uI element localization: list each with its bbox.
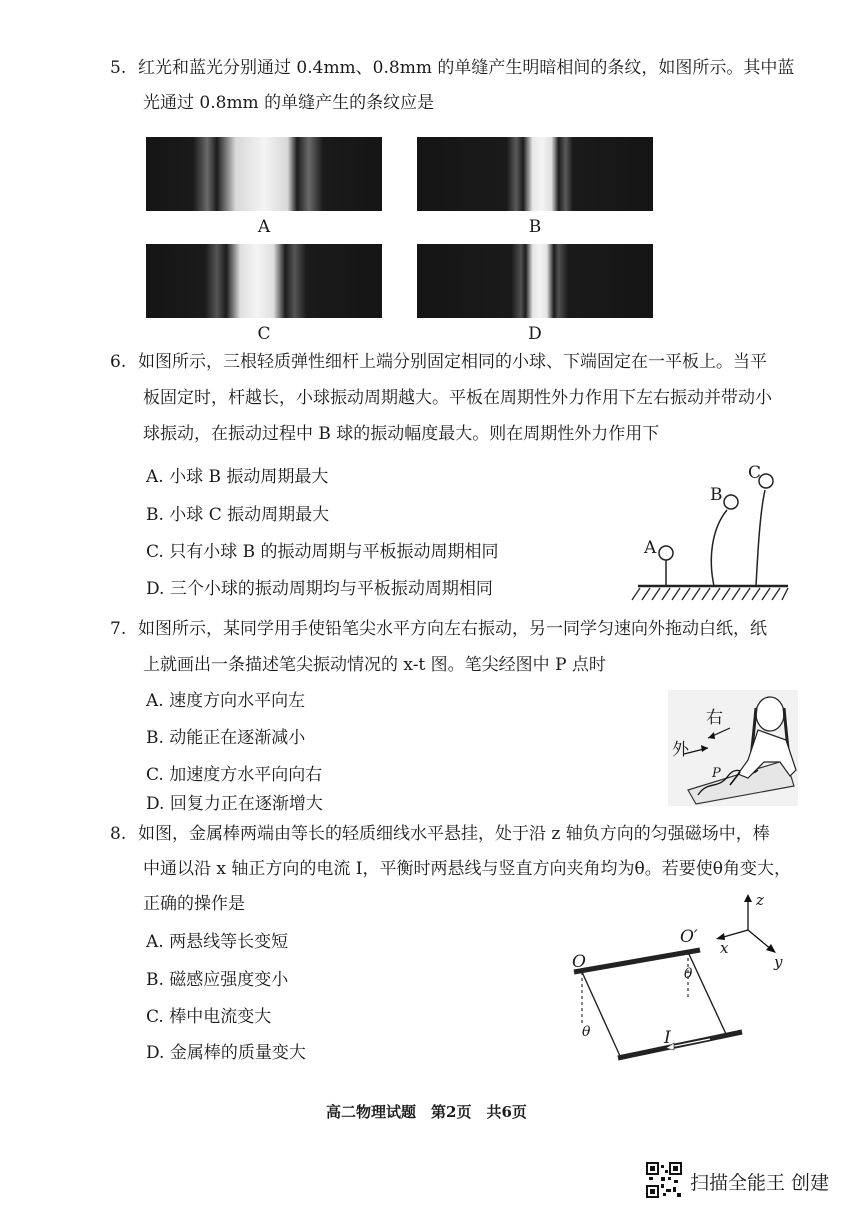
q7-option-b: B. 动能正在逐渐减小 [146, 728, 306, 748]
q8-number: 8. [110, 824, 127, 844]
fringe-panel-d [417, 244, 653, 318]
q5-line2: 光通过 0.8mm 的单缝产生的条纹应是 [143, 93, 435, 113]
scanner-watermark: 扫描全能王 创建 [690, 1172, 830, 1194]
fringe-label-a: A [257, 217, 271, 237]
fringe-panel-b [417, 137, 653, 211]
q6-option-b: B. 小球 C 振动周期最大 [146, 505, 330, 525]
q5-line1: 5. 红光和蓝光分别通过 0.4mm、0.8mm 的单缝产生明暗相间的条纹，如图所示。其中蓝 [110, 58, 795, 78]
q8-fig-x-label: x [720, 939, 729, 957]
fringe-panel-a [146, 137, 382, 211]
ball-c [759, 474, 773, 488]
q7-line1: 7. 如图所示，某同学用手使铅笔尖水平方向左右振动，另一同学匀速向外拖动白纸，纸 [110, 619, 767, 639]
q7-line2: 上就画出一条描述笔尖振动情况的 x-t 图。笔尖经图中 P 点时 [143, 655, 606, 675]
q8-fig-o-label: O [572, 952, 586, 972]
q8-option-d: D. 金属棒的质量变大 [146, 1043, 306, 1063]
qr-code-icon [646, 1162, 682, 1198]
ball-label-c: C [748, 463, 762, 483]
q8-option-a: A. 两悬线等长变短 [146, 932, 289, 952]
q6-line1: 6. 如图所示，三根轻质弹性细杆上端分别固定相同的小球、下端固定在一平板上。当平 [110, 352, 767, 372]
fringe-label-d: D [528, 324, 542, 344]
q7-option-a: A. 速度方向水平向左 [146, 691, 306, 711]
q8-option-c: C. 棒中电流变大 [146, 1007, 272, 1027]
fringe-pattern-c [146, 244, 382, 318]
q8-line2: 中通以沿 x 轴正方向的电流 I，平衡时两悬线与竖直方向夹角均为θ。若要使θ角变大， [143, 859, 791, 879]
y-axis [748, 930, 772, 950]
q8-line3: 正确的操作是 [143, 894, 245, 914]
rod-c [756, 490, 765, 586]
q6-number: 6. [110, 352, 127, 372]
q8-fig-theta-left: θ [582, 1024, 591, 1040]
q6-option-c: C. 只有小球 B 的振动周期与平板振动周期相同 [146, 542, 499, 562]
fringe-label-b: B [528, 217, 542, 237]
q8-fig-z-label: z [756, 891, 764, 909]
q8-fig-o2-label: O′ [680, 927, 698, 947]
q7-option-c: C. 加速度方水平向向右 [146, 765, 323, 785]
q7-fig-right-label: 右 [706, 708, 723, 728]
q8-fig-theta-right: θ [684, 966, 693, 982]
fringe-pattern-b [417, 137, 653, 211]
rod-b [711, 510, 727, 586]
q6-line3: 球振动，在振动过程中 B 球的振动幅度最大。则在周期性外力作用下 [143, 424, 660, 444]
q7-fig-out-label: 外 [672, 740, 689, 760]
q7-fig-p-label: P [712, 766, 721, 781]
ball-label-b: B [710, 485, 723, 505]
ball-label-a: A [644, 538, 657, 558]
q8-figure-rod-field [560, 880, 800, 1070]
q6-line2: 板固定时，杆越长，小球振动周期越大。平板在周期性外力作用下左右振动并带动小 [143, 388, 772, 408]
ball-a [659, 546, 673, 560]
q8-line1: 8. 如图，金属棒两端由等长的轻质细线水平悬挂，处于沿 z 轴负方向的匀强磁场中，棒 [110, 824, 770, 844]
ball-b [724, 495, 738, 509]
q7-number: 7. [110, 619, 127, 639]
fringe-pattern-a [146, 137, 382, 211]
fringe-panel-c [146, 244, 382, 318]
q6-option-d: D. 三个小球的振动周期均与平板振动周期相同 [146, 579, 493, 599]
fringe-pattern-d [417, 244, 653, 318]
q8-option-b: B. 磁感应强度变小 [146, 970, 289, 990]
fringe-label-c: C [257, 324, 271, 344]
q7-option-d: D. 回复力正在逐渐增大 [146, 794, 323, 814]
q8-fig-y-label: y [774, 953, 783, 971]
q6-option-a: A. 小球 B 振动周期最大 [146, 467, 329, 487]
q6-figure-rods [628, 458, 798, 606]
q5-number: 5. [110, 58, 127, 78]
q8-fig-current-label: I [664, 1028, 671, 1048]
page-footer: 高二物理试题 第2页 共6页 [326, 1103, 527, 1121]
